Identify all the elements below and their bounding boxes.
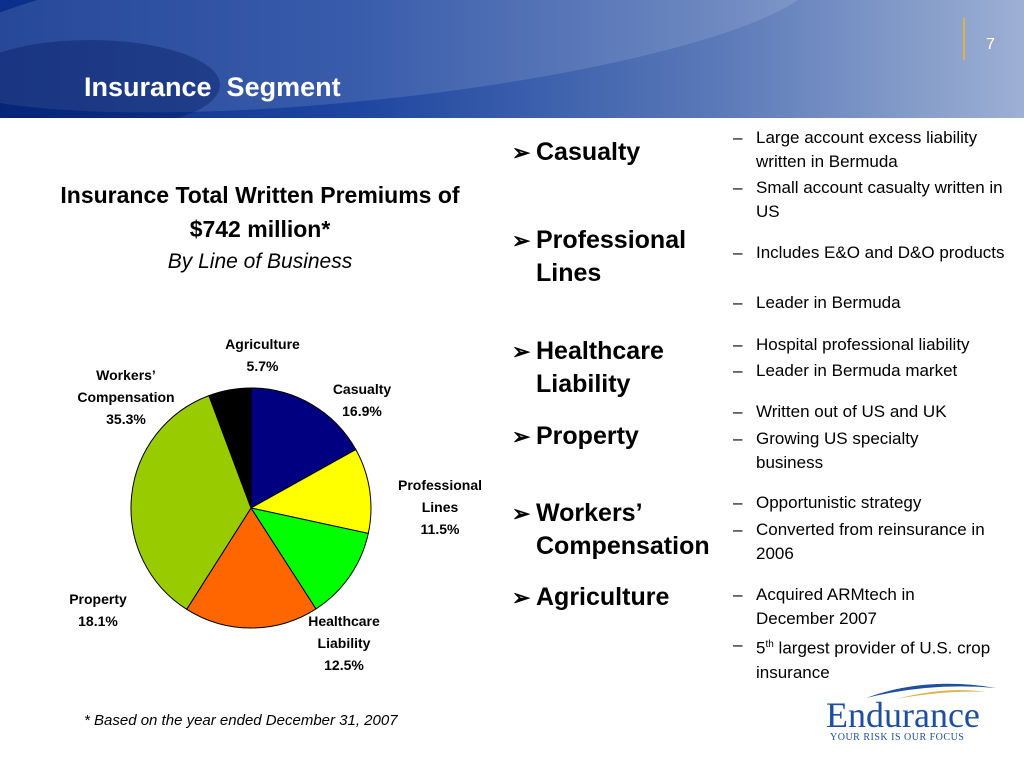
logo-wordmark: Endurance	[826, 695, 980, 735]
bullet-item: – Growing US specialty business	[733, 429, 919, 472]
slice-value: 35.3%	[106, 411, 146, 427]
dash-icon: –	[733, 520, 743, 539]
slice-value: 12.5%	[324, 657, 364, 673]
segment-professional-lines	[512, 224, 716, 290]
dash-icon: –	[733, 402, 743, 421]
dash-icon: –	[733, 178, 743, 197]
segment-agriculture	[512, 581, 716, 614]
segment-label: Workers’ Compensation	[536, 499, 710, 560]
dash-icon: –	[733, 128, 743, 147]
dash-icon: –	[733, 361, 743, 380]
segment-casualty	[512, 136, 716, 169]
slide-title: Insurance Segment	[84, 72, 341, 102]
bullet-item: – Converted from reinsurance in 2006	[733, 520, 985, 563]
slice-value: 16.9%	[342, 403, 382, 419]
ordinal-base: 5	[756, 638, 766, 658]
dash-icon: –	[733, 635, 743, 654]
dash-icon: –	[733, 335, 743, 354]
slice-name: Property	[69, 591, 127, 607]
bullet-item: – Leader in Bermuda market	[733, 359, 1013, 383]
segment-label: Healthcare Liability	[536, 337, 664, 398]
arrow-bullet-icon: ➢	[512, 501, 531, 526]
slice-name: Professional Lines	[397, 477, 483, 515]
dash-icon: –	[733, 585, 743, 604]
bullet-item: – Small account casualty written in US	[733, 178, 1003, 221]
pie-label-agriculture	[205, 333, 320, 377]
bullet-item: – Written out of US and UK	[733, 400, 1013, 424]
bullet-item: – Acquired ARMtech in December 2007	[733, 585, 915, 628]
dash-icon: –	[733, 493, 743, 512]
arrow-bullet-icon: ➢	[512, 140, 531, 165]
arrow-bullet-icon: ➢	[512, 585, 531, 610]
logo-tagline: YOUR RISK IS OUR FOCUS	[830, 732, 965, 743]
bullet-item	[733, 633, 1013, 685]
slice-value: 5.7%	[246, 358, 279, 374]
arrow-bullet-icon: ➢	[512, 228, 531, 253]
bullet-text: largest provider of U.S. crop insurance	[756, 638, 991, 682]
bullet-item: – Hospital professional liability	[733, 333, 1013, 357]
dash-icon: –	[733, 293, 743, 312]
slice-name: Workers’ Compensation	[77, 367, 175, 405]
bullet-item: – Leader in Bermuda	[733, 291, 1013, 315]
segment-property	[512, 420, 716, 453]
slice-name: Casualty	[332, 381, 392, 397]
segment-workers-compensation	[512, 497, 726, 563]
bullet-item: – Large account excess liability written in Bermuda	[733, 128, 978, 171]
footnote: * Based on the year ended December 31, 2007	[84, 712, 398, 729]
segment-label: Professional Lines	[536, 226, 687, 287]
slice-value: 18.1%	[78, 613, 118, 629]
chart-title: Insurance Total Written Premiums of $742 million*	[60, 182, 460, 242]
ordinal-suffix: th	[765, 639, 774, 650]
segment-healthcare-liability	[512, 335, 706, 401]
slice-name: Healthcare Liability	[308, 613, 380, 651]
slice-name: Agriculture	[225, 336, 300, 352]
dash-icon: –	[733, 429, 743, 448]
dash-icon: –	[733, 243, 743, 262]
pie-label-casualty	[306, 378, 418, 422]
bullet-item: – Opportunistic strategy	[733, 491, 1013, 515]
pie-label-professional-lines	[386, 474, 494, 540]
segment-label: Casualty	[536, 138, 641, 166]
page-number: 7	[986, 36, 995, 53]
pie-label-workers-compensation	[64, 364, 188, 430]
segment-label: Agriculture	[536, 583, 670, 611]
endurance-logo	[826, 680, 996, 750]
slice-value: 11.5%	[420, 521, 460, 537]
segment-label: Property	[536, 422, 639, 450]
arrow-bullet-icon: ➢	[512, 424, 531, 449]
arrow-bullet-icon: ➢	[512, 339, 531, 364]
chart-subtitle: By Line of Business	[167, 250, 353, 273]
pie-label-healthcare-liability	[294, 610, 394, 676]
bullet-item: – Includes E&O and D&O products	[733, 241, 1013, 265]
pie-label-property	[48, 588, 148, 632]
